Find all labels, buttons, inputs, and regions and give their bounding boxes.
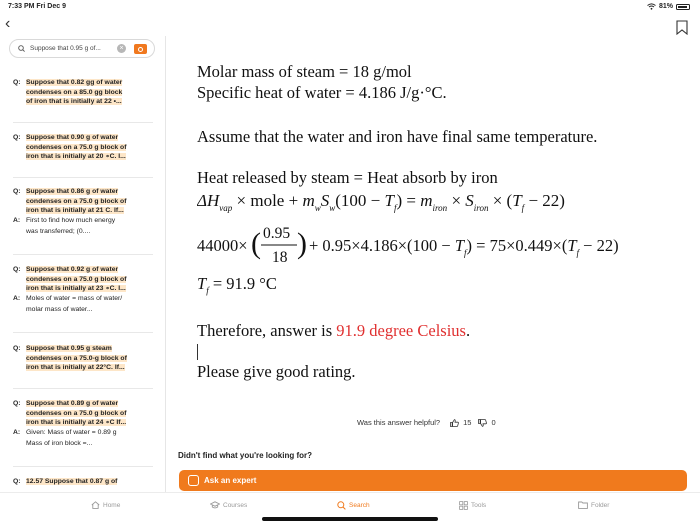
courses-icon (210, 501, 220, 509)
tab-search[interactable]: Search (337, 501, 370, 510)
back-chevron-icon[interactable]: ‹ (5, 15, 11, 32)
svg-text:0.95: 0.95 (263, 225, 291, 242)
tab-tools[interactable]: Tools (459, 501, 486, 510)
answer-line-heat-balance: Heat released by steam = Heat absorb by iron (197, 168, 498, 187)
dislike-count: 0 (491, 418, 496, 427)
svg-text:44000×: 44000× (197, 236, 248, 255)
battery-percent: 81% (658, 3, 673, 10)
final-answer: 91.9 degree Celsius (336, 321, 466, 340)
text-cursor (197, 344, 198, 360)
battery-icon (676, 4, 690, 10)
divider (13, 388, 153, 389)
divider (13, 254, 153, 255)
status-bar (0, 0, 700, 14)
divider (13, 177, 153, 178)
question-item[interactable]: Q: Suppose that 0.86 g of water condenses on a 75.0 g block of iron that is initially at 21 C. If... A: First to find how much energy was transferred; (0.... (13, 188, 127, 236)
feedback-row (357, 418, 496, 427)
answer-line-rating: Please give good rating. (197, 362, 356, 381)
ask-expert-button[interactable] (179, 470, 687, 491)
feedback-question: Was this answer helpful? (357, 418, 441, 427)
question-item[interactable]: Q: Suppose that 0.82 gg of water condenses on a 85.0 gg block of iron that is initially at 22 •... (13, 79, 123, 106)
bookmark-icon[interactable] (676, 20, 688, 35)
answer-line-therefore: Therefore, answer is 91.9 degree Celsius. (197, 321, 471, 340)
tab-home[interactable]: Home (91, 501, 120, 509)
divider (13, 122, 153, 123)
question-item[interactable]: Q: 12.57 Suppose that 0.87 g of (13, 478, 118, 485)
tab-courses[interactable]: Courses (210, 501, 247, 509)
question-item[interactable]: Q: Suppose that 0.90 g of water condenses on a 75.0 g block of iron that is initially at 20 ∘C. I... (13, 134, 127, 161)
svg-text:(: ( (251, 227, 261, 260)
search-icon (18, 45, 25, 52)
question-item[interactable]: Q: Suppose that 0.89 g of water condenses on a 75.0 g block of iron that is initially at 24 ∘C If... A: Given: Mass of water = 0.89 g Mass of iron block =... (13, 400, 127, 448)
search-query: Suppose that 0.95 g of... (30, 45, 101, 52)
clear-search-icon[interactable]: × (117, 44, 126, 53)
answer-line-assumption: Assume that the water and iron have final same temperature. (197, 127, 598, 146)
svg-text:ΔHvap × mole + mwSw(100 − Tf): $\Delta H_{vap}$ × mole + $m_wS_w(100 - T_f) = m_{iron} \times S_{iron} \times (T_f - 22)$ (197, 191, 565, 213)
answer-line-molar-mass: Molar mass of steam = 18 g/mol (197, 62, 412, 81)
related-questions-sidebar (0, 36, 166, 492)
equation-heat-balance (197, 186, 667, 214)
camera-icon[interactable] (134, 44, 147, 54)
tab-folder[interactable]: Folder (578, 501, 609, 509)
answer-line-specific-heat: Specific heat of water = 4.186 J/g·°C. (197, 83, 447, 102)
wifi-icon (647, 3, 656, 10)
divider (13, 466, 153, 467)
status-time: 7:33 PM Fri Dec 9 (8, 3, 66, 10)
like-count: 15 (463, 418, 472, 427)
answer-line-result: $T_f = 91.9$ °C (197, 274, 277, 296)
cta-prompt: Didn't find what you're looking for? (178, 451, 313, 460)
question-item[interactable]: Q: Suppose that 0.95 g steam condenses on a 75.0-g block of iron that is initially at 22°C. If... (13, 345, 127, 372)
folder-icon (578, 501, 588, 509)
home-indicator (262, 517, 438, 521)
thumbs-down-icon[interactable] (478, 419, 487, 427)
svg-text:): ) (297, 227, 307, 260)
expert-icon (188, 475, 199, 486)
search-input[interactable] (9, 39, 155, 58)
tools-icon (459, 501, 468, 510)
equation-numeric (197, 220, 677, 270)
ask-expert-label: Ask an expert (204, 476, 257, 485)
question-item[interactable]: Q: Suppose that 0.92 g of water condenses on a 75.0 g block of iron that is initially at 23 ∘C. I... A: Moles of water = mass of water/ molar mass of water... (13, 266, 127, 314)
divider (13, 332, 153, 333)
svg-text:18: 18 (272, 249, 288, 266)
home-icon (91, 501, 100, 509)
thumbs-up-icon[interactable] (450, 419, 459, 427)
search-tab-icon (337, 501, 346, 510)
svg-text:+ 0.95×4.186×(100 − Tf) = 75×0: + $0.95\times 4.186\times(100 - T_f) = 75\times 0.449\times(T_f - 22)$ (309, 236, 619, 258)
